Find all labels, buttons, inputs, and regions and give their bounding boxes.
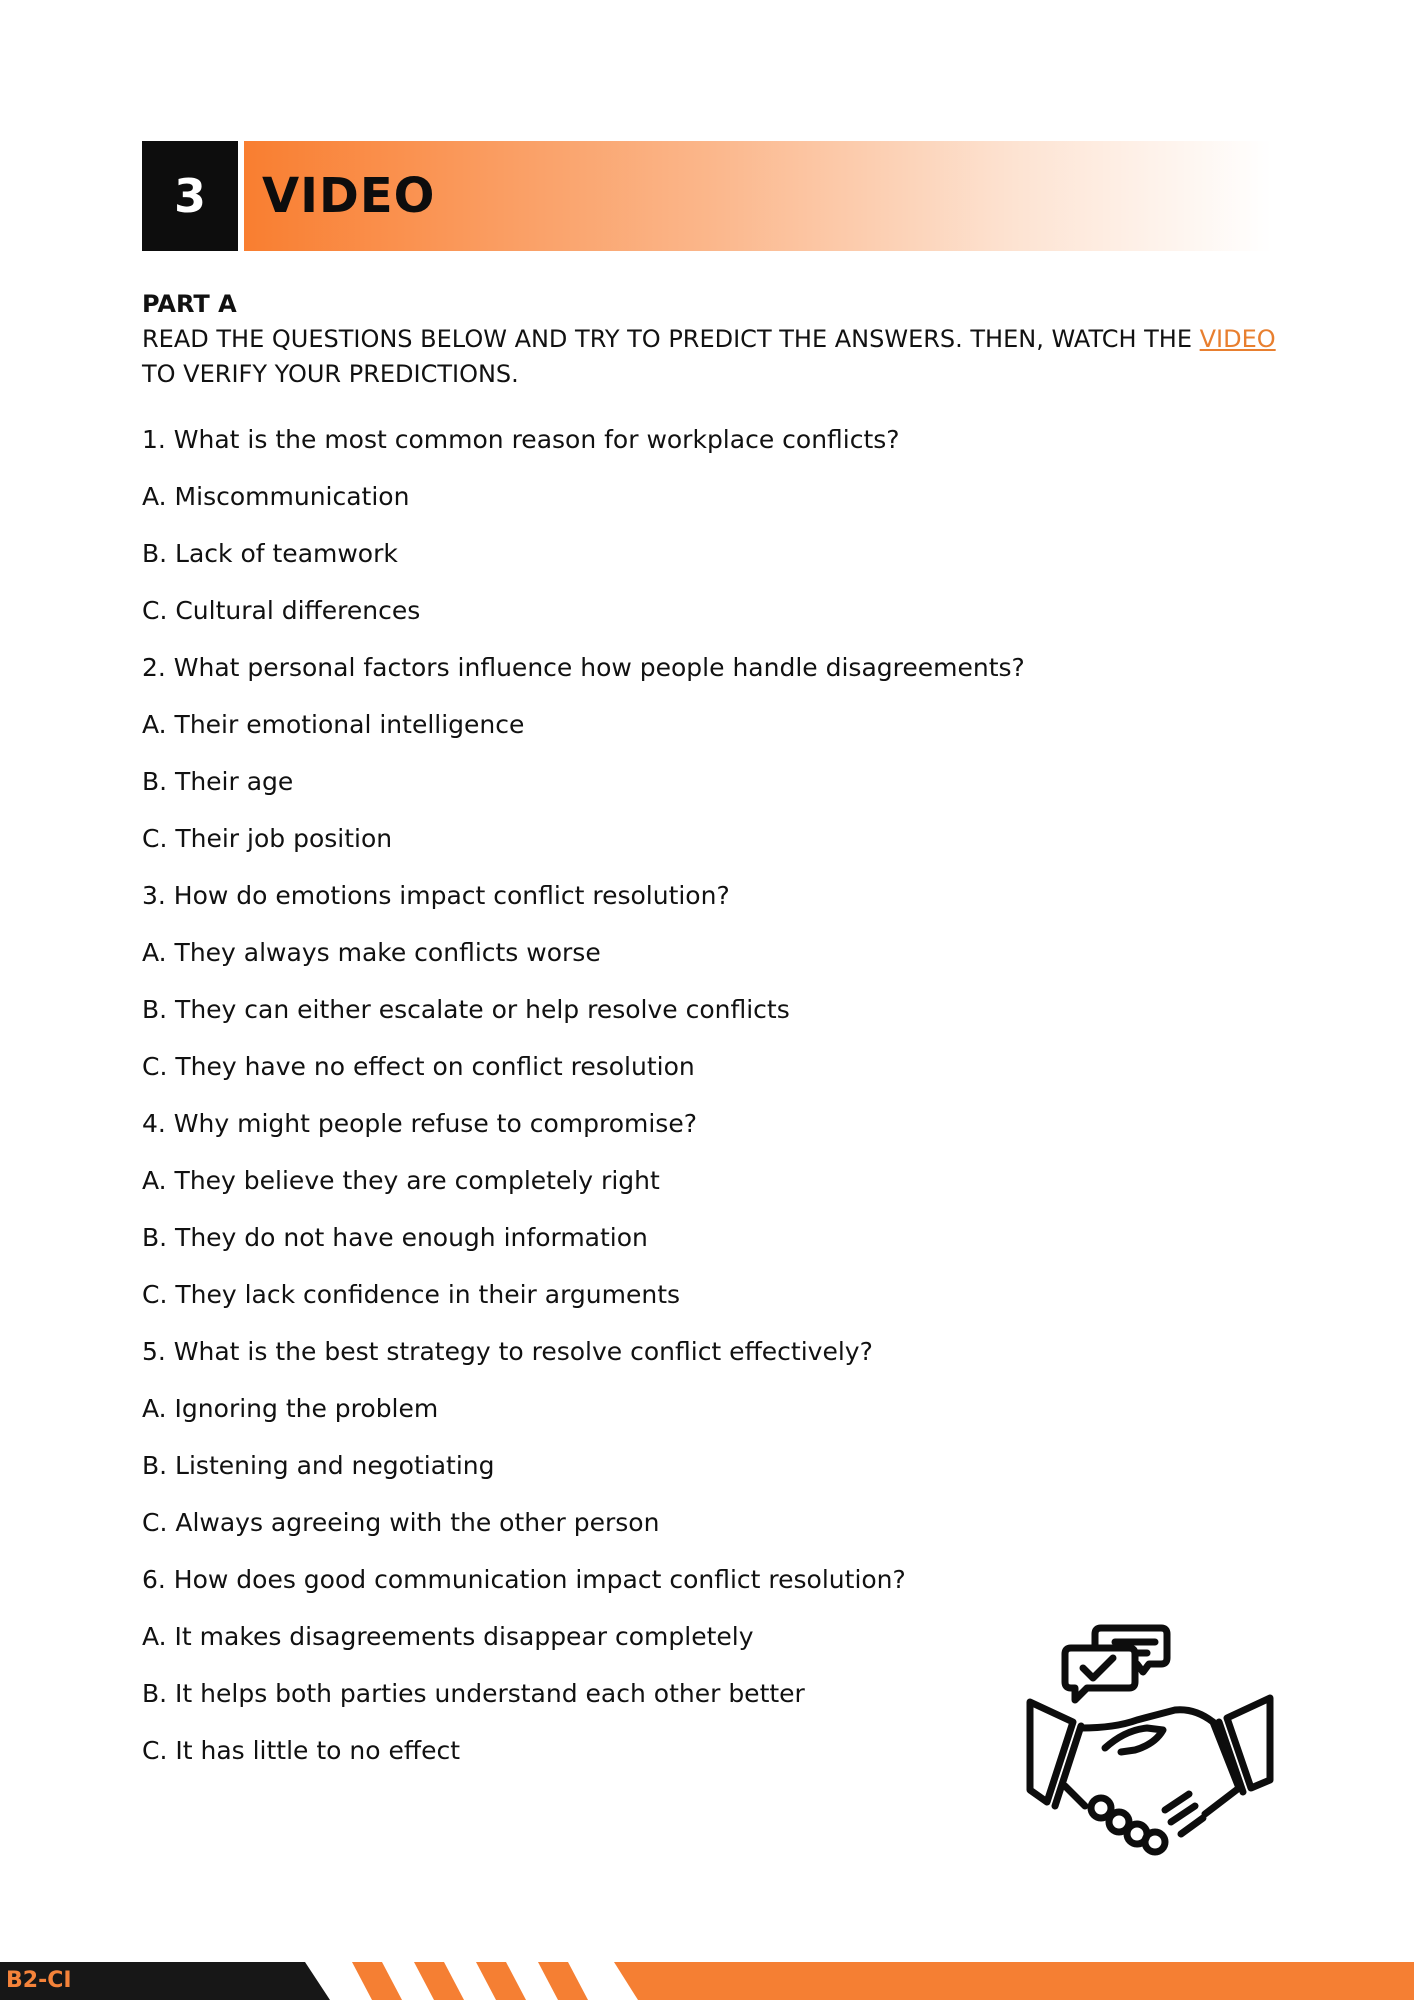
answer-option: B. Their age	[142, 767, 294, 796]
answer-option: A. They believe they are completely right	[142, 1166, 660, 1195]
footer-orange-band	[614, 1962, 1414, 2000]
answer-option: B. It helps both parties understand each other better	[142, 1679, 805, 1708]
answer-option: A. Miscommunication	[142, 482, 410, 511]
answer-option: A. Ignoring the problem	[142, 1394, 439, 1423]
section-banner	[142, 141, 1272, 251]
answer-option: C. Their job position	[142, 824, 393, 853]
instruction-text-end: TO VERIFY YOUR PREDICTIONS.	[142, 360, 519, 388]
instruction-text: READ THE QUESTIONS BELOW AND TRY TO PREDICT THE ANSWERS. THEN, WATCH THE	[142, 325, 1200, 353]
answer-option: B. They do not have enough information	[142, 1223, 648, 1252]
answer-option: A. They always make conflicts worse	[142, 938, 601, 967]
footer-stripe	[476, 1962, 526, 2000]
footer-stripe	[352, 1962, 402, 2000]
question: 5. What is the best strategy to resolve conflict effectively?	[142, 1337, 873, 1366]
answer-option: B. They can either escalate or help resolve conflicts	[142, 995, 790, 1024]
question-list	[142, 420, 1025, 1788]
answer-option: C. Cultural differences	[142, 596, 421, 625]
section-title: VIDEO	[262, 168, 436, 224]
footer-code: B2-CI	[6, 1968, 72, 1993]
handshake-chat-icon	[1025, 1610, 1275, 1860]
part-label: PART A	[142, 290, 237, 318]
answer-option: A. Their emotional intelligence	[142, 710, 525, 739]
footer-stripe	[414, 1962, 464, 2000]
answer-option: B. Lack of teamwork	[142, 539, 398, 568]
instructions	[142, 322, 1292, 392]
question: 3. How do emotions impact conflict resolution?	[142, 881, 730, 910]
answer-option: C. They lack confidence in their arguments	[142, 1280, 681, 1309]
footer-stripe	[538, 1962, 588, 2000]
section-number: 3	[142, 141, 238, 251]
footer-stripe	[0, 1962, 1414, 2000]
answer-option: B. Listening and negotiating	[142, 1451, 495, 1480]
question: 2. What personal factors influence how people handle disagreements?	[142, 653, 1025, 682]
question: 4. Why might people refuse to compromise?	[142, 1109, 697, 1138]
video-link[interactable]: VIDEO	[1199, 325, 1276, 353]
answer-option: C. Always agreeing with the other person	[142, 1508, 660, 1537]
question: 6. How does good communication impact conflict resolution?	[142, 1565, 906, 1594]
question: 1. What is the most common reason for workplace conflicts?	[142, 425, 900, 454]
answer-option: C. They have no effect on conflict resolution	[142, 1052, 695, 1081]
answer-option: A. It makes disagreements disappear completely	[142, 1622, 754, 1651]
answer-option: C. It has little to no effect	[142, 1736, 461, 1765]
